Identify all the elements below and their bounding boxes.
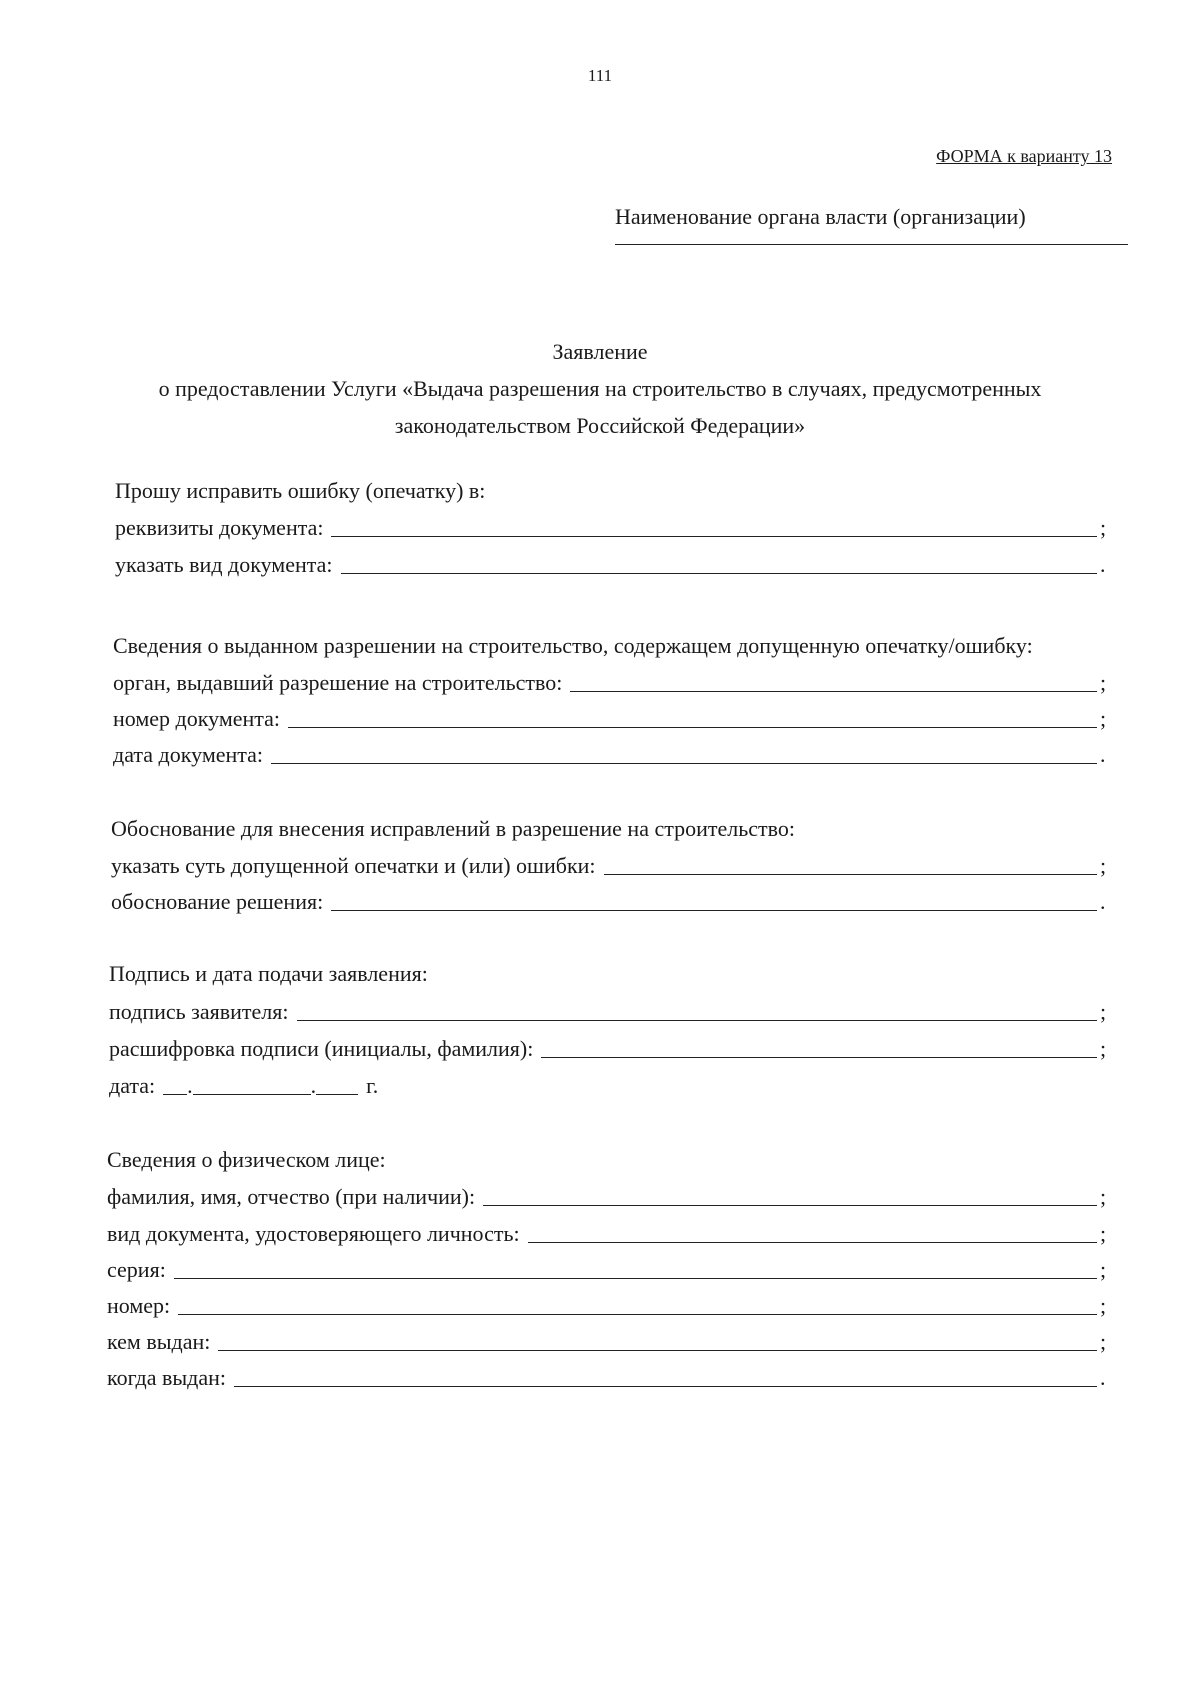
field-line[interactable]	[331, 536, 1097, 537]
field-line[interactable]	[218, 1350, 1097, 1351]
title-line-2: о предоставлении Услуги «Выдача разрешения на строительство в случаях, предусмотренных	[158, 376, 1042, 401]
field-end: ;	[1100, 515, 1107, 540]
signature-decoding-field	[109, 1027, 1110, 1063]
field-end: ;	[1100, 1293, 1107, 1318]
field-label: когда выдан:	[107, 1365, 226, 1390]
authority-label: Наименование органа власти (организации)	[615, 204, 1026, 229]
field-end: .	[1100, 552, 1106, 577]
field-line[interactable]	[174, 1278, 1097, 1279]
person-field-issued-by	[107, 1320, 1110, 1356]
field-label: кем выдан:	[107, 1329, 211, 1354]
authority-field[interactable]	[615, 244, 1128, 245]
field-label: реквизиты документа:	[115, 515, 324, 540]
field-line[interactable]	[604, 874, 1097, 875]
permit-field-issuer	[113, 661, 1110, 697]
field-end: ;	[1100, 670, 1107, 695]
field-label: фамилия, имя, отчество (при наличии):	[107, 1184, 476, 1209]
permit-heading: Сведения о выданном разрешении на строительство, содержащем допущенную опечатку/ошибку:	[113, 633, 1033, 658]
field-line[interactable]	[178, 1314, 1097, 1315]
field-end: ;	[1100, 1329, 1107, 1354]
field-line[interactable]	[541, 1057, 1097, 1058]
field-label: номер:	[107, 1293, 171, 1318]
correction-heading: Прошу исправить ошибку (опечатку) в:	[115, 478, 486, 503]
date-separator-1: .	[187, 1073, 193, 1098]
authority-block	[615, 204, 1128, 245]
person-field-series	[107, 1248, 1110, 1284]
person-heading: Сведения о физическом лице:	[107, 1147, 386, 1172]
field-line[interactable]	[341, 573, 1097, 574]
date-separator-2: .	[310, 1073, 317, 1098]
field-end: .	[1100, 1365, 1106, 1390]
field-label: расшифровка подписи (инициалы, фамилия):	[109, 1036, 534, 1061]
field-label: подпись заявителя:	[109, 999, 289, 1024]
permit-field-date	[113, 733, 1110, 769]
field-label: вид документа, удостоверяющего личность:	[107, 1221, 520, 1246]
field-end: ;	[1100, 706, 1107, 731]
field-label: орган, выдавший разрешение на строительство:	[113, 670, 563, 695]
field-label: серия:	[107, 1257, 166, 1282]
signature-field	[109, 990, 1110, 1026]
person-field-fullname	[107, 1175, 1110, 1211]
date-year-suffix: г.	[366, 1073, 379, 1098]
title-line-1: Заявление	[552, 339, 648, 364]
field-end: ;	[1100, 1184, 1107, 1209]
field-line[interactable]	[234, 1386, 1097, 1387]
form-reference: ФОРМА к варианту 13	[936, 146, 1112, 166]
correction-field-doc-type	[115, 543, 1110, 579]
field-end: ;	[1100, 1221, 1107, 1246]
field-label: обоснование решения:	[111, 889, 324, 914]
field-line[interactable]	[528, 1242, 1097, 1243]
field-line[interactable]	[288, 727, 1097, 728]
page-number: 111	[587, 66, 613, 85]
field-end: ;	[1100, 1257, 1107, 1282]
grounds-field-essence	[111, 844, 1110, 880]
field-label: дата документа:	[113, 742, 264, 767]
correction-field-requisites	[115, 506, 1110, 542]
grounds-heading: Обоснование для внесения исправлений в разрешение на строительство:	[111, 816, 796, 841]
field-line[interactable]	[483, 1205, 1097, 1206]
field-line[interactable]	[570, 691, 1097, 692]
person-field-id-doc	[107, 1212, 1110, 1248]
document-title	[0, 333, 1200, 444]
date-year-field[interactable]	[316, 1094, 358, 1095]
grounds-field-justification	[111, 880, 1110, 916]
field-line[interactable]	[271, 763, 1097, 764]
field-line[interactable]	[297, 1020, 1097, 1021]
signature-heading: Подпись и дата подачи заявления:	[109, 961, 428, 986]
date-day-field[interactable]	[163, 1094, 187, 1095]
person-field-issued-date	[107, 1356, 1110, 1392]
title-line-3: законодательством Российской Федерации»	[394, 413, 806, 438]
field-end: ;	[1100, 999, 1107, 1024]
field-label: указать суть допущенной опечатки и (или) ошибки:	[111, 853, 596, 878]
field-end: .	[1100, 742, 1106, 767]
field-label: указать вид документа:	[115, 552, 333, 577]
field-end: .	[1100, 889, 1106, 914]
date-month-field[interactable]	[193, 1094, 311, 1095]
date-label: дата:	[109, 1073, 156, 1098]
person-field-number	[107, 1284, 1110, 1320]
field-label: номер документа:	[113, 706, 281, 731]
signature-date-row	[109, 1064, 378, 1100]
field-end: ;	[1100, 1036, 1107, 1061]
field-end: ;	[1100, 853, 1107, 878]
field-line[interactable]	[331, 910, 1097, 911]
permit-field-number	[113, 697, 1110, 733]
